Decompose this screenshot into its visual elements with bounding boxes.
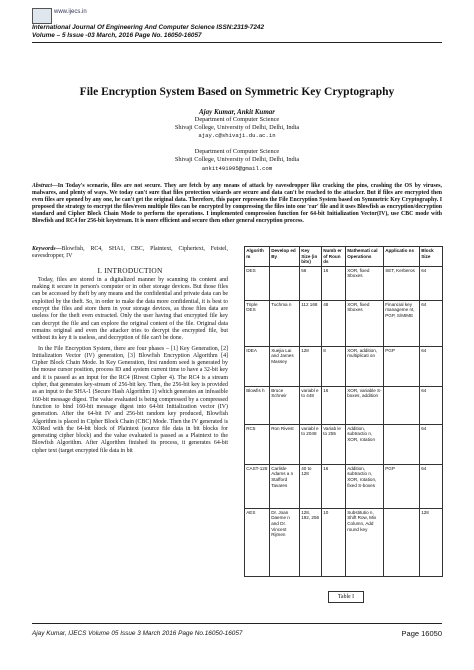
table-cell: PGP	[384, 464, 420, 508]
table-cell: 16	[322, 464, 346, 508]
algorithm-comparison-table	[244, 246, 443, 577]
table-cell: 128	[420, 508, 443, 576]
table-cell: Ron Rivest	[270, 424, 300, 464]
table-cell: 64	[420, 386, 443, 424]
right-column	[244, 246, 442, 577]
table-cell: 128	[300, 346, 322, 386]
table-cell: CAST-128	[245, 464, 270, 508]
table-cell	[384, 424, 420, 464]
table-cell: 128, 192, 256	[300, 508, 322, 576]
table-cell: AES	[245, 508, 270, 576]
table-row	[245, 464, 443, 508]
table-cell: 16	[322, 386, 346, 424]
journal-logo	[32, 8, 52, 24]
affil-2-dept: Department of Computer Science	[194, 148, 280, 156]
table-cell: 64	[420, 424, 443, 464]
author-block	[32, 108, 442, 173]
table-cell: variabl e to 448	[300, 386, 322, 424]
author-names: Ajay Kumar, Ankit Kumar	[199, 108, 275, 116]
table-cell: 40 to 128	[300, 464, 322, 508]
table-cell: SET, Kerberos	[384, 266, 420, 300]
table-cell: IDEA	[245, 346, 270, 386]
table-cell: XOR, addition, multiplicati on	[346, 346, 384, 386]
table-cell: Addition, subtractio n, XOR, rotation, fixed S-boxes	[346, 464, 384, 508]
table-header-cell: Applicatio ns	[384, 247, 420, 267]
table-row	[245, 266, 443, 300]
abstract	[32, 183, 442, 226]
table-cell: Triple DES	[245, 300, 270, 346]
table-header-cell: Numb er of Roun ds	[322, 247, 346, 267]
table-cell: 10	[322, 508, 346, 576]
table-caption: Table I	[328, 591, 364, 603]
table-cell: 64	[420, 464, 443, 508]
table-cell: Xuejia Lai and James Massey	[270, 346, 300, 386]
paper-title: File Encryption System Based on Symmetric Key Cryptography	[79, 86, 395, 98]
journal-url[interactable]: www.ijecs.in	[54, 9, 87, 15]
table-cell: XOR, fixed Sboxes	[346, 300, 384, 346]
table-cell: Substitutio n, Shift Row, Mix Column, Add round key	[346, 508, 384, 576]
table-header-cell: Algorith m	[245, 247, 270, 267]
table-cell: Financial key manageme nt, PGP, S/MIME	[384, 300, 420, 346]
footer-citation: Ajay Kumar, IJECS Volume 05 Issue 3 March 2016 Page No.16050-16057	[32, 630, 243, 637]
table-cell: 8	[322, 346, 346, 386]
table-cell	[384, 386, 420, 424]
table-header-cell: Block Size	[420, 247, 443, 267]
table-row	[245, 300, 443, 346]
table-cell: Addition, subtractio n, XOR, rotation	[346, 424, 384, 464]
table-cell: PGP	[384, 346, 420, 386]
keywords	[32, 246, 228, 261]
intro-paragraph-1: Today, files are stored in a digitalized manner by scanning its content and making it secure in person's computer or in other storage devices. But those files can be accessed by theft by any means and the confidential and private data can be exploited by the theft. So, in order to make the data more confidential, it is best to encrypt the files and store them in your storage devices, as those files data are useless for the theft even extracted. Only the user having that encrypted file key can decrypt the file and can explore the original content of the file. Original data remains original and even the attacker tries to decrypt the encrypted file, but without its key it is useless, and decryption of file can't be done.	[32, 276, 228, 342]
table-row	[245, 386, 443, 424]
page-footer	[32, 630, 442, 637]
table-cell	[384, 508, 420, 576]
table-cell: 48	[322, 300, 346, 346]
table-cell: 64	[420, 346, 443, 386]
table-cell: Carlisle Adams a n Stafford Tavares	[270, 464, 300, 508]
journal-header	[32, 24, 442, 40]
table-cell: XOR, variable S-boxes, addition	[346, 386, 384, 424]
affil-1-college: Shivaji College, University of Delhi, Delhi, India	[174, 124, 300, 132]
table-cell: 56	[300, 266, 322, 300]
table-cell: Bruce Schneir	[270, 386, 300, 424]
table-cell: 64	[420, 300, 443, 346]
footer-divider	[32, 623, 442, 624]
table-cell: 16	[322, 266, 346, 300]
table-header-cell: Mathemati cal Operations	[346, 247, 384, 267]
abstract-label: Abstract—	[32, 183, 58, 189]
journal-line-2: Volume – 5 Issue -03 March, 2016 Page No. 16050-16057	[32, 32, 202, 39]
section-heading-introduction: I. INTRODUCTION	[97, 265, 163, 275]
page-number: Page 16050	[401, 629, 442, 638]
table-row	[245, 508, 443, 576]
affil-1-dept: Department of Computer Science	[194, 116, 280, 124]
header-divider	[32, 42, 442, 43]
table-cell: RC5	[245, 424, 270, 464]
table-cell: XOR, fixed Sboxes	[346, 266, 384, 300]
table-cell: 64	[420, 266, 443, 300]
table-header-row	[245, 247, 443, 267]
table-cell: 112 168	[300, 300, 322, 346]
affil-2-college: Shivaji College, University of Delhi, Delhi, India	[174, 156, 300, 164]
keywords-label: Keywords—	[32, 246, 62, 252]
affil-2-email[interactable]: ankit491995@gmail.com	[201, 164, 273, 172]
table-cell: DES	[245, 266, 270, 300]
table-cell: Variab le to 255	[322, 424, 346, 464]
journal-line-1: International Journal Of Engineering And Computer Science ISSN:2319-7242	[32, 24, 265, 31]
table-cell: Dr. Joan Daeme n and Dr. Vincent Rijmen	[270, 508, 300, 576]
table-cell: Tuchma n	[270, 300, 300, 346]
table-cell	[270, 266, 300, 300]
table-cell: Blowfis h	[245, 386, 270, 424]
table-header-cell: Develop ed By	[270, 247, 300, 267]
keywords-text: Blowfish, RC4, SHA1, CBC, Plaintext, Ciphertext, Feistel, eavesdropper, IV	[32, 246, 228, 260]
table-row	[245, 424, 443, 464]
table-row	[245, 346, 443, 386]
table-cell: variabl e to 2048	[300, 424, 322, 464]
abstract-text: In Today's scenario, files are not secure. They are fetch by any means of attack by eavesdropper like cracking the pins, crashing the OS by viruses, malwares, and plenty of ways. We today can't sure that files protection wizards are secure and data can't be reached to the attacker. But if files are encrypted then even files are opened by any one, he can't get the original data. Therefore, this paper represents the File Encryption System based on Symmetric Key Cryptography. I proposed the strategy to encrypt the files/even multiple files can be encrypted by compressing the files into one 'rar' file and it uses Blowfish as encryption/decryption standard and Cipher Block Chain Mode to perform the operations. I implemented compression function for 64-bit Initialization Vector(IV), use CBC mode with Blowfish and RC4 for 256-bit keystream. It is more efficient and secure then other general encryption process.	[32, 183, 442, 225]
left-column	[32, 246, 228, 458]
affil-1-email[interactable]: ajay.c@shivaji.du.ac.in	[198, 132, 276, 140]
intro-paragraph-2: In the File Encryption System, there are four phases – [1] Key Generation, [2] Initialization Vector (IV) generation, [3] Blowfish Encryption Algorithm [4] Cipher Block Chain Mode. In Key Generation, first random seed is generated by the mouse cursor position, process ID and system current time to have a 32-bit key and it is passed as an input for the RC4 (Rivest Cipher 4). The RC4 is a stream cipher, that generates key-stream of 256-bit key. Then, the 256-bit key is provided as an input to the SHA-1 (Secure Hash Algorithm 1) which generates an infeasible 160-bit message digest. The value evaluated is being compressed by a compressed function to bind 160-bit message digest into 64-bit Initialization vector (IV) generation. After the 64-bit IV and 256-bit random key produced, Blowfish Algorithm is placed in Cipher Block Chain (CBC) Mode. Then the IV generated is XORed with the 64-bit block of Plaintext (source file data in bit blocks for generating cipher block) and the value evaluated is passed as a Plaintext to the Blowfish Algorithm. After Algorithm finished its process, it generates 64-bit cipher text (target encrypted file data in bit	[32, 345, 228, 454]
table-header-cell: Key Size (in bits)	[300, 247, 322, 267]
